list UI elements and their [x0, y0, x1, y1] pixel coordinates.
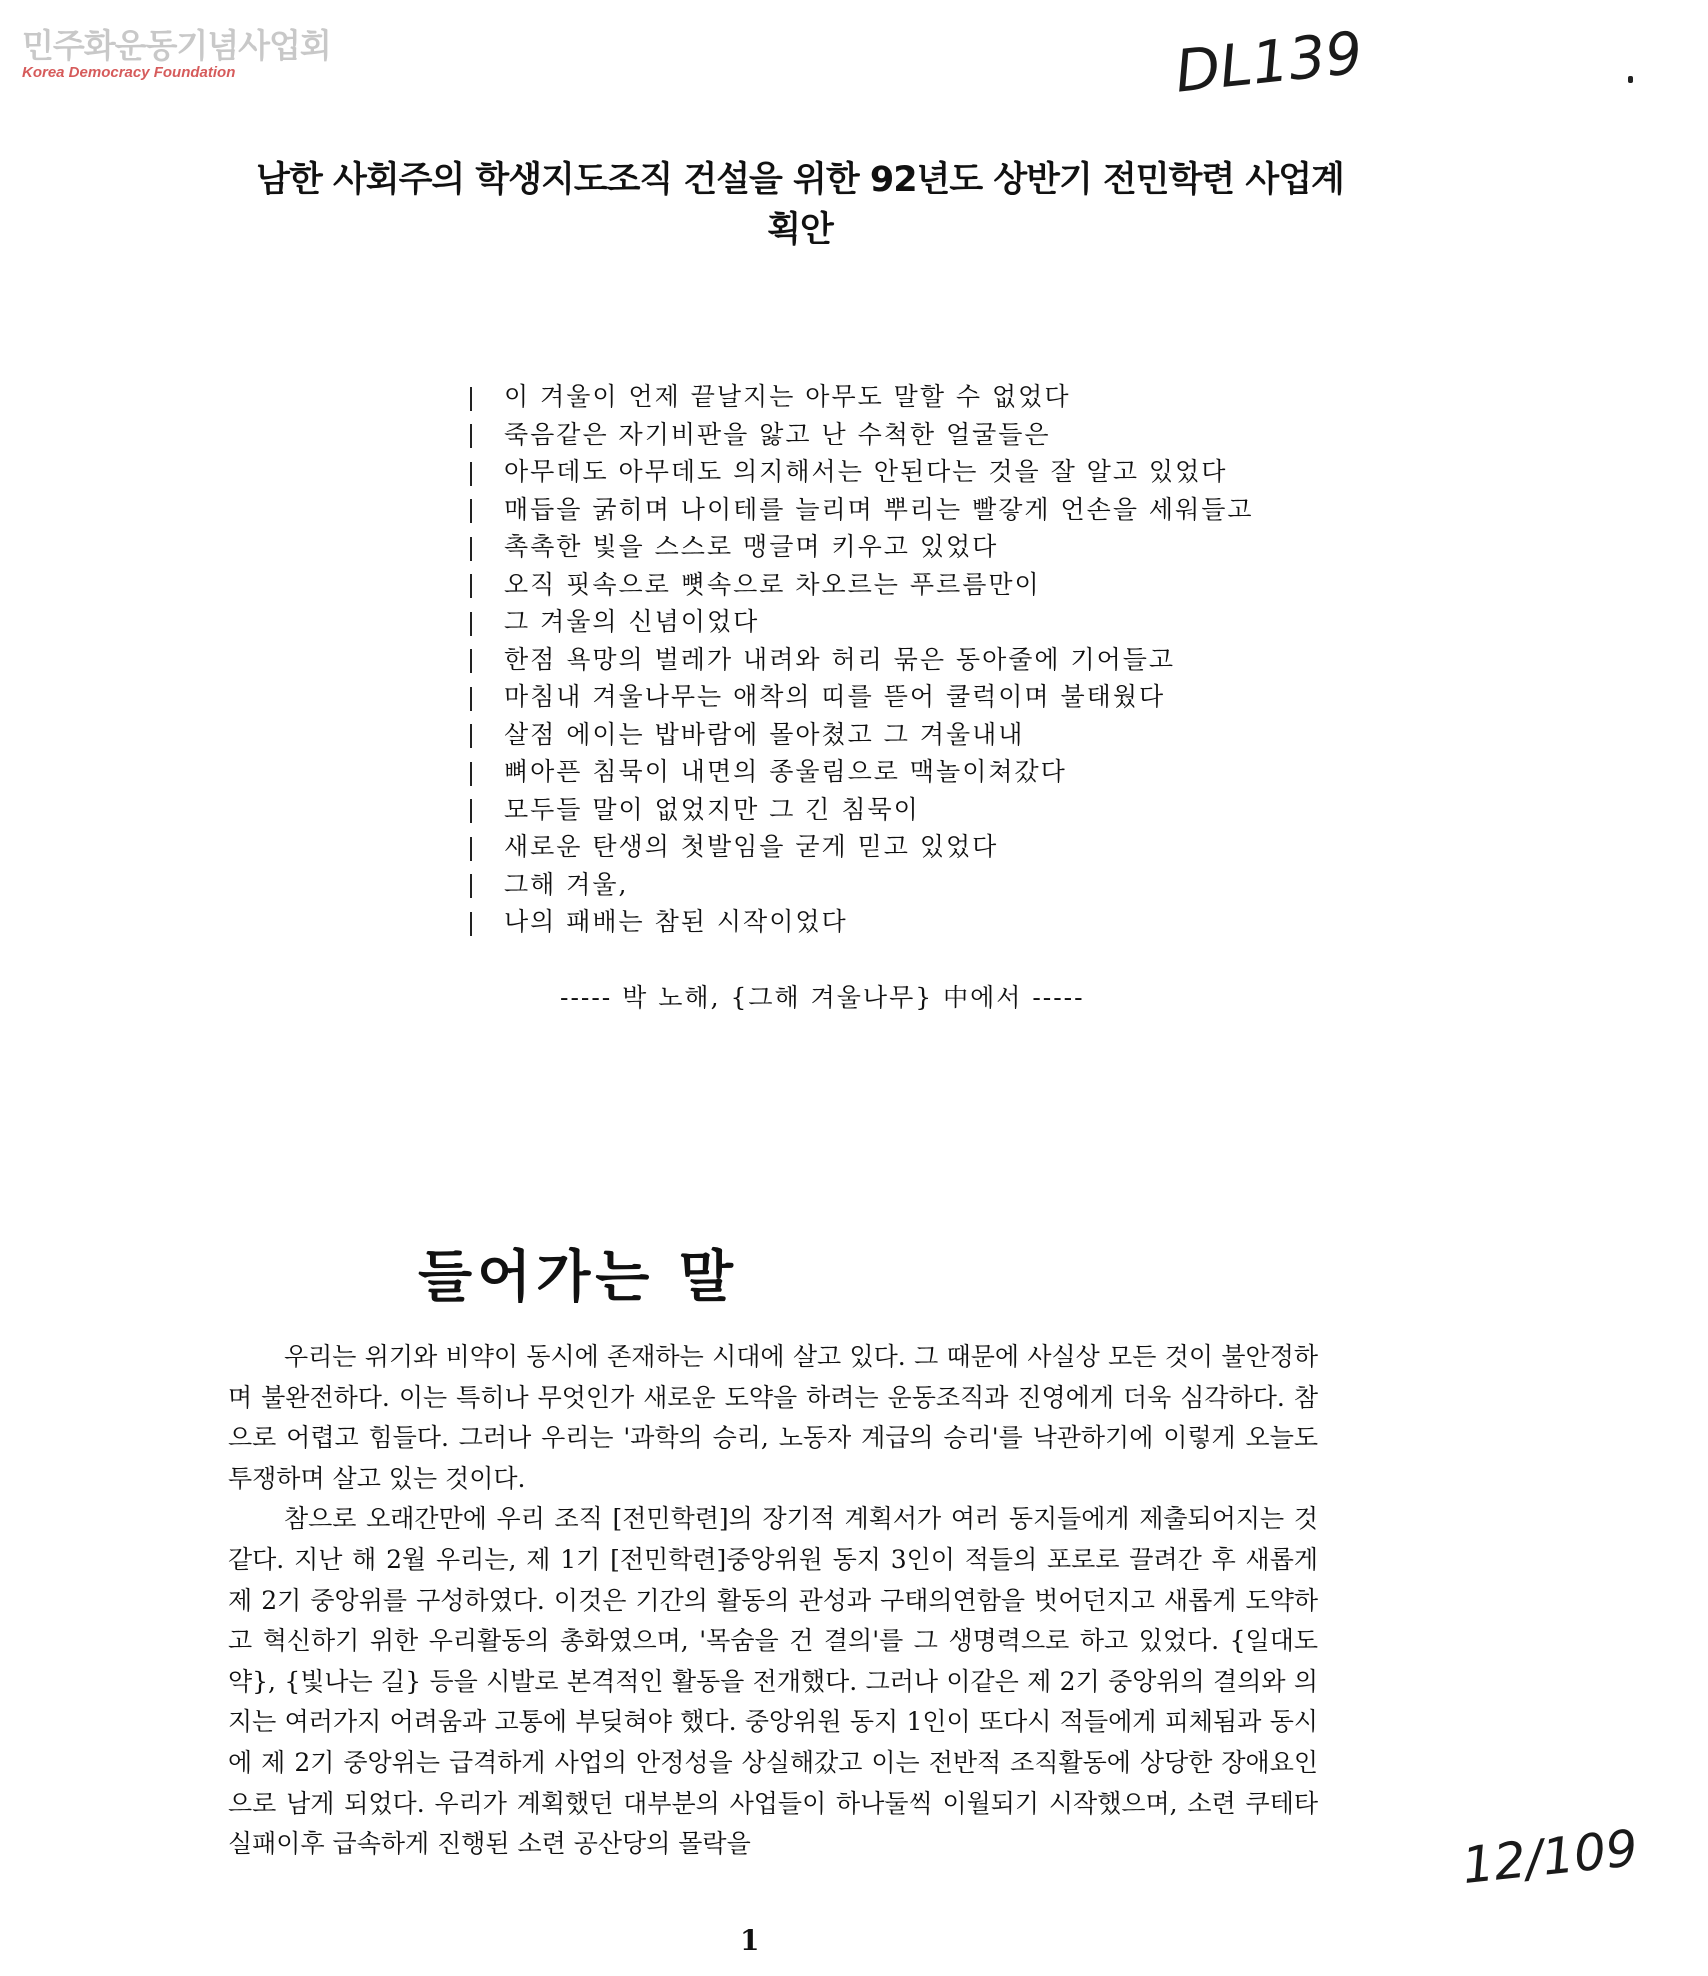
handwritten-archive-code: DL139 — [1171, 18, 1366, 106]
poem-line-text: 이 겨울이 언제 끝날지는 아무도 말할 수 없었다 — [504, 382, 1071, 411]
paragraph: 참으로 오래간만에 우리 조직 [전민학련]의 장기적 계획서가 여러 동지들에게 제출되어지는 것 같다. 지난 해 2월 우리는, 제 1기 [전민학련]중앙위원 동지 3인이 적들의 포로로 끌려간 후 새롭게 제 2기 중앙위를 구성하였다. 이것은 기간의 활동의 관성과 구태의연함을 벗어던지고 새롭게 도약하고 혁신하기 위한 우리활동의 총화였으며, '목숨을 건 결의'를 그 생명력으로 하고 있었다. {일대도약}, {빛나는 길} 등을 시발로 본격적인 활동을 전개했다. 그러나 이같은 제 2기 중앙위의 결의와 의지는 여러가지 어려움과 고통에 부딪혀야 했다. 중앙위원 동지 1인이 또다시 적들에게 피체됨과 동시에 제 2기 중앙위는 급격하게 사업의 안정성을 상실해갔고 이는 전반적 조직활동에 상당한 장애요인으로 남게 되었다. 우리가 계획했던 대부분의 사업들이 하나둘씩 이월되기 시작했으며, 소련 쿠테타 실패이후 급속하게 진행된 소련 공산당의 몰락을 — [228, 1504, 1318, 1859]
poem — [470, 378, 1254, 941]
poem-line — [470, 603, 1254, 641]
poem-line-text: 뼈아픈 침묵이 내면의 종울림으로 맥놀이쳐갔다 — [504, 757, 1067, 786]
poem-margin-bar — [470, 424, 472, 448]
document-title: 남한 사회주의 학생지도조직 건설을 위한 92년도 상반기 전민학련 사업계획안 — [256, 160, 1344, 250]
poem-line-text: 매듭을 굵히며 나이테를 늘리며 뿌리는 빨갛게 언손을 세워들고 — [504, 494, 1254, 524]
poem-line — [470, 678, 1254, 716]
poem-line-text: 마침내 겨울나무는 애착의 띠를 뜯어 쿨럭이며 불태웠다 — [504, 682, 1166, 711]
poem-line — [470, 566, 1254, 604]
page-number: 1 — [740, 1924, 760, 1957]
poem-line-text: 촉촉한 빛을 스스로 맹글며 키우고 있었다 — [504, 532, 999, 561]
watermark-english: Korea Democracy Foundation — [22, 64, 236, 81]
poem-line — [470, 491, 1254, 529]
poem-margin-bar — [470, 799, 472, 823]
poem-line-text: 그 겨울의 신념이었다 — [504, 607, 760, 636]
poem-line — [470, 866, 1254, 904]
poem-margin-bar — [470, 462, 472, 486]
poem-line-text: 오직 핏속으로 뼛속으로 차오르는 푸르름만이 — [504, 569, 1041, 599]
poem-margin-bar — [470, 649, 472, 673]
poem-line-text: 그해 겨울, — [504, 869, 629, 899]
poem-line — [470, 716, 1254, 754]
poem-line-text: 모두들 말이 없었지만 그 긴 침묵이 — [504, 794, 920, 824]
poem-margin-bar — [470, 837, 472, 861]
watermark-korean: 민주화운동기념사업회 — [22, 26, 331, 65]
poem-margin-bar — [470, 537, 472, 561]
poem-margin-bar — [470, 912, 472, 936]
poem-margin-bar — [470, 612, 472, 636]
handwritten-page-code: 12/109 — [1459, 1818, 1641, 1896]
poem-line — [470, 641, 1254, 679]
poem-line-text: 나의 패배는 참된 시작이었다 — [504, 907, 848, 936]
poem-line-text: 새로운 탄생의 첫발임을 굳게 믿고 있었다 — [504, 832, 999, 861]
body-text — [228, 1337, 1318, 1865]
poem-attribution: ----- 박 노해, {그해 겨울나무} 中에서 ----- — [560, 983, 1085, 1012]
poem-line — [470, 828, 1254, 866]
poem-line — [470, 416, 1254, 454]
section-heading: 들어가는 말 — [418, 1244, 738, 1310]
paragraph: 우리는 위기와 비약이 동시에 존재하는 시대에 살고 있다. 그 때문에 사실상 모든 것이 불안정하며 불완전하다. 이는 특히나 무엇인가 새로운 도약을 하려는 운동조직과 진영에게 더욱 심각하다. 참으로 어렵고 힘들다. 그러나 우리는 '과학의 승리, 노동자 계급의 승리'를 낙관하기에 이렇게 오늘도 투쟁하며 살고 있는 것이다. — [228, 1342, 1318, 1493]
poem-margin-bar — [470, 762, 472, 786]
poem-margin-bar — [470, 724, 472, 748]
poem-line — [470, 528, 1254, 566]
poem-line-text: 한점 욕망의 벌레가 내려와 허리 묶은 동아줄에 기어들고 — [504, 644, 1176, 674]
poem-margin-bar — [470, 874, 472, 898]
poem-margin-bar — [470, 574, 472, 598]
poem-line-text: 살점 에이는 밥바람에 몰아쳤고 그 겨울내내 — [504, 719, 1025, 749]
poem-line — [470, 378, 1254, 416]
scan-speck — [1628, 76, 1633, 83]
poem-line-text: 죽음같은 자기비판을 앓고 난 수척한 얼굴들은 — [504, 419, 1051, 449]
poem-line — [470, 903, 1254, 941]
poem-line — [470, 753, 1254, 791]
poem-margin-bar — [470, 687, 472, 711]
poem-line — [470, 453, 1254, 491]
poem-margin-bar — [470, 387, 472, 411]
poem-margin-bar — [470, 499, 472, 523]
poem-line — [470, 791, 1254, 829]
poem-line-text: 아무데도 아무데도 의지해서는 안된다는 것을 잘 알고 있었다 — [504, 457, 1228, 486]
